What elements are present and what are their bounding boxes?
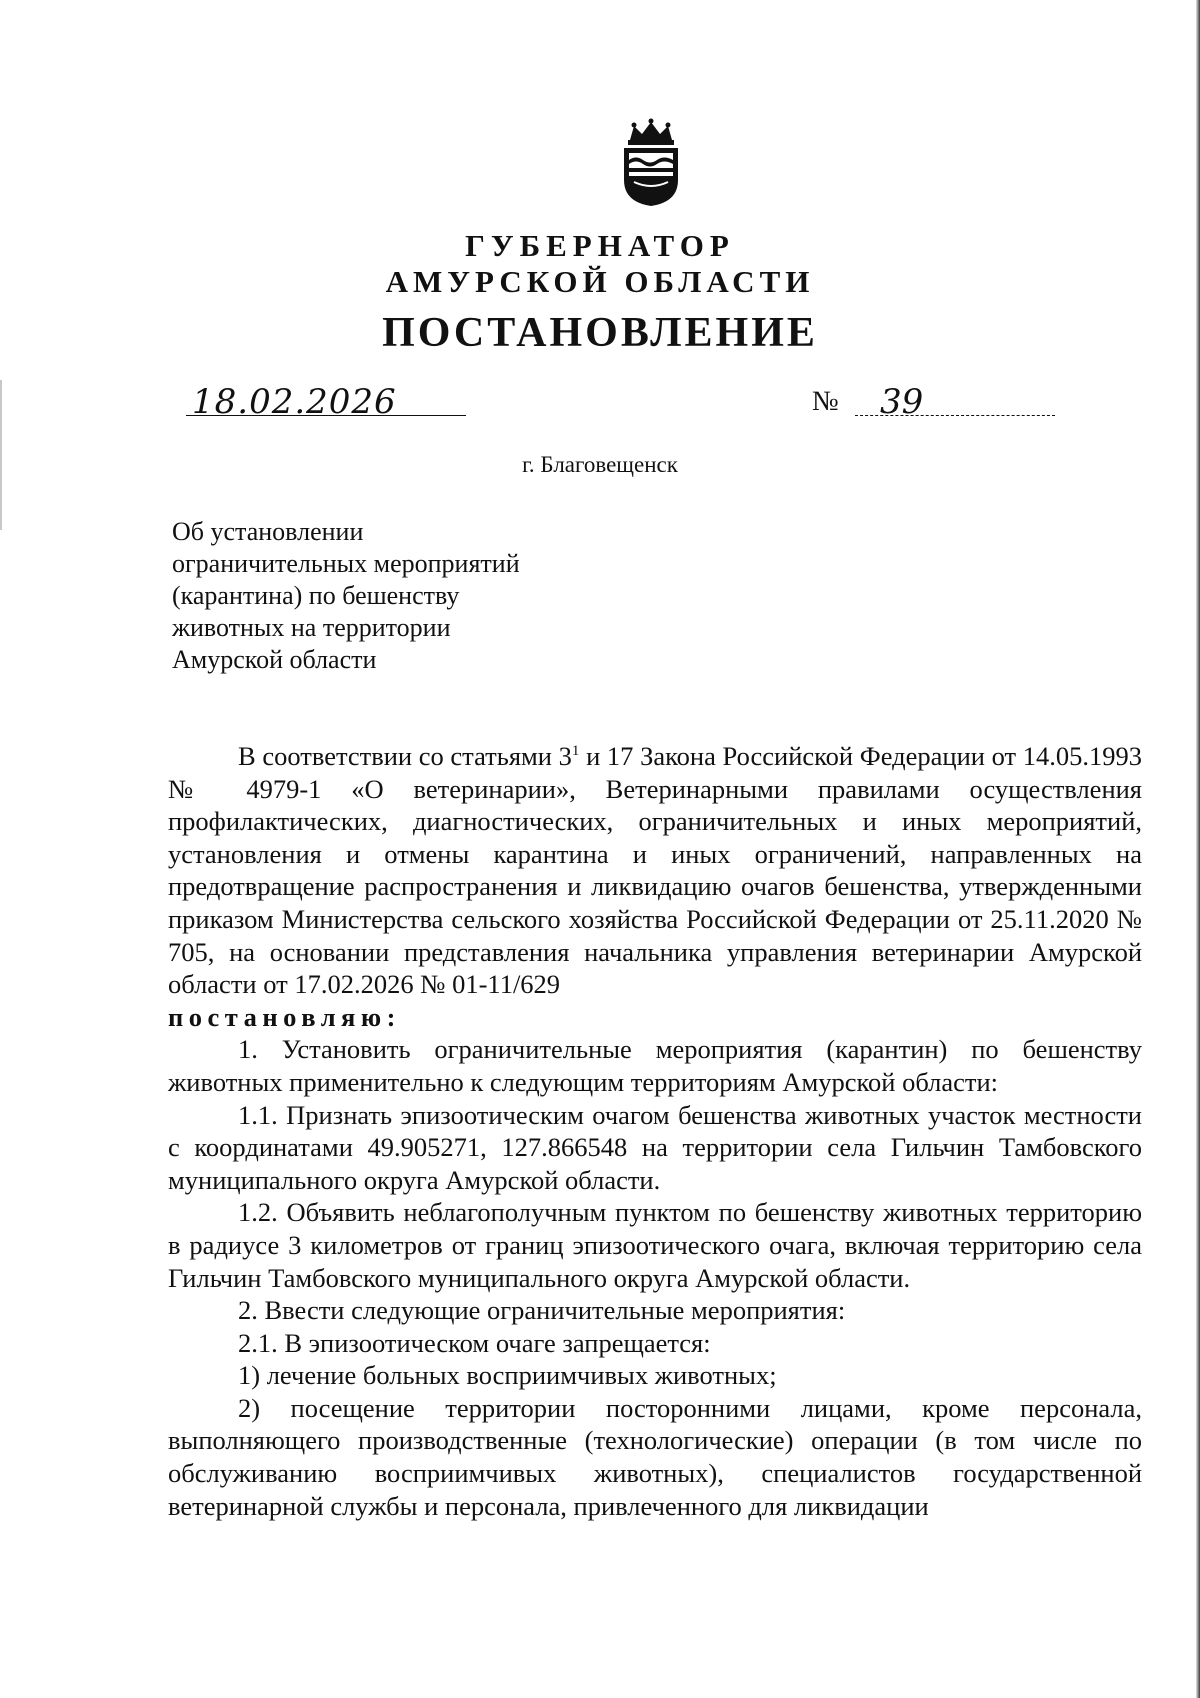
paragraph: 1) лечение больных восприимчивых животных;: [238, 1360, 777, 1391]
document-subject: [172, 516, 520, 676]
decree-word: постановляю:: [168, 1001, 401, 1032]
document-number: 39: [880, 382, 924, 422]
preamble-start: В соответствии со статьями 3: [238, 741, 572, 771]
number-underline: [855, 415, 1055, 416]
issuer-region: АМУРСКОЙ ОБЛАСТИ: [385, 264, 815, 299]
subject-line: животных на территории: [172, 613, 451, 642]
city: г. Благовещенск: [522, 452, 678, 477]
document-type: ПОСТАНОВЛЕНИЕ: [382, 310, 818, 356]
preamble-rest: и 17 Закона Российской Федерации от 14.05.1993 № 4979-1 «О ветеринарии», Ветеринарными правилами осуществления профилактических, диагностических, ограничительных и иных мероприятий, установления и отмены карантина и иных ограничений, направленных на предотвращение распространения и ликвидацию очагов бешенства, утвержденными приказом Министерства сельского хозяйства Российской Федерации от 25.11.2020 № 705, на основании представления начальника управления ветеринарии Амурской области от 17.02.2026 № 01-11/629: [168, 741, 1143, 1000]
preamble-superscript: 1: [571, 743, 580, 760]
subject-line: (карантина) по бешенству: [172, 581, 460, 610]
number-sign: №: [812, 386, 839, 417]
document-body: [168, 740, 1142, 1522]
paragraph: 1.1. Признать эпизоотическим очагом бешенства животных участок местности с координатами 49.905271, 127.866548 на территории села Гильчин Тамбовского муниципального округа Амурской области.: [168, 1099, 1142, 1195]
paragraph: 2. Ввести следующие ограничительные мероприятия:: [238, 1295, 846, 1326]
paragraph: 1.2. Объявить неблагополучным пунктом по бешенству животных территорию в радиусе 3 километров от границ эпизоотического очага, включая территорию села Гильчин Тамбовского муниципального округа Амурской области.: [168, 1197, 1142, 1293]
paragraph: 2.1. В эпизоотическом очаге запрещается:: [238, 1327, 711, 1358]
preamble: [168, 740, 1142, 1001]
paragraph: 1. Установить ограничительные мероприятия (карантин) по бешенству животных применительно к следующим территориям Амурской области:: [168, 1034, 1142, 1097]
subject-line: Об установлении: [172, 517, 364, 546]
document-date: 18.02.2026: [192, 382, 397, 422]
date-underline: [186, 415, 466, 416]
subject-line: Амурской области: [172, 645, 377, 674]
issuer-title: ГУБЕРНАТОР: [465, 228, 735, 263]
subject-line: ограничительных мероприятий: [172, 549, 520, 578]
coat-of-arms-icon: [616, 118, 686, 208]
paragraph: 2) посещение территории посторонними лицами, кроме персонала, выполняющего производственные (технологические) операции (в том числе по обслуживанию восприимчивых животных), специалистов государственной ветеринарной службы и персонала, привлеченного для ликвидации: [168, 1392, 1142, 1521]
